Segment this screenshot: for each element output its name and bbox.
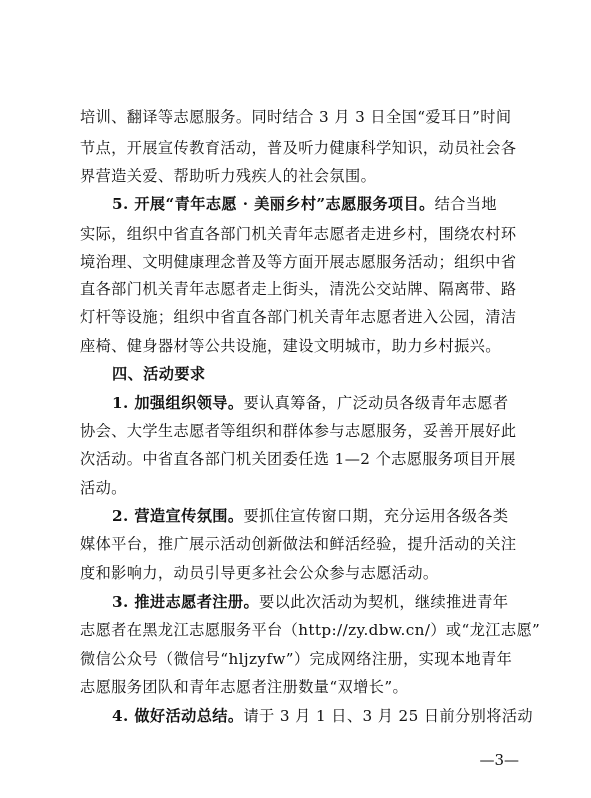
text-line: [80, 645, 583, 673]
text-span: 座椅、健身器材等公共设施，建设文明城市，助力乡村振兴。: [80, 337, 501, 355]
text-line: [112, 389, 583, 417]
text-line: [80, 248, 583, 276]
bold-text: 3. 推进志愿者注册。: [112, 593, 260, 611]
page-number: —3—: [479, 751, 519, 769]
text-span: 境治理、文明健康理念普及等方面开展志愿服务活动；组织中省: [80, 253, 517, 271]
text-line: [80, 162, 583, 190]
bold-text: 1. 加强组织领导。: [112, 394, 244, 412]
text-span: 请于 3 月 1 日、3 月 25 日前分别将活动: [243, 707, 534, 725]
bold-text: 4. 做好活动总结。: [112, 707, 244, 725]
text-span: 要抓住宣传窗口期，充分运用各级各类: [243, 507, 509, 525]
text-span: 培训、翻译等志愿服务。同时结合 3 月 3 日全国“爱耳日”时间: [80, 108, 512, 126]
text-line: [80, 275, 583, 303]
text-span: 志愿服务团队和青年志愿者注册数量“双增长”。: [80, 678, 409, 696]
text-span: 微信公众号（微信号“hljzyfw”）完成网络注册，实现本地青年: [80, 650, 513, 668]
text-line: [112, 190, 583, 218]
text-span: 节点，开展宣传教育活动，普及听力健康科学知识，动员社会各: [80, 139, 517, 157]
bold-text: 5. 开展“青年志愿 · 美丽乡村”志愿服务项目。: [112, 195, 435, 213]
text-line: [112, 702, 583, 730]
text-line: [80, 417, 583, 445]
text-span: 媒体平台，推广展示活动创新做法和鲜活经验，提升活动的关注: [80, 535, 517, 553]
text-span: 次活动。中省直各部门机关团委任选 1—2 个志愿服务项目开展: [80, 450, 516, 468]
text-span: 灯杆等设施；组织中省直各部门机关青年志愿者进入公园，清洁: [80, 308, 517, 326]
text-line: [80, 445, 583, 473]
text-line: [80, 134, 583, 162]
text-line: [80, 530, 583, 558]
text-line: [80, 220, 583, 248]
text-span: 度和影响力，动员引导更多社会公众参与志愿活动。: [80, 564, 439, 582]
text-span: 协会、大学生志愿者等组织和群体参与志愿服务，妥善开展好此: [80, 422, 517, 440]
text-span: 结合当地: [434, 195, 498, 213]
text-span: 直各部门机关青年志愿者走上街头，清洗公交站牌、隔离带、路: [80, 280, 517, 298]
text-span: 界营造关爱、帮助听力残疾人的社会氛围。: [80, 167, 377, 185]
text-line: [80, 559, 583, 587]
text-span: 实际，组织中省直各部门机关青年志愿者走进乡村，围绕农村环: [80, 225, 517, 243]
bold-text: 2. 营造宣传氛围。: [112, 507, 244, 525]
text-span: 要认真筹备，广泛动员各级青年志愿者: [243, 394, 509, 412]
text-line: [80, 673, 583, 701]
text-line: [80, 474, 583, 502]
text-span: 志愿者在黑龙江志愿服务平台（http://zy.dbw.cn/）或“龙江志愿”: [80, 621, 541, 639]
text-line: [112, 502, 583, 530]
text-span: 活动。: [80, 479, 127, 497]
text-line: [80, 332, 583, 360]
text-span: 要以此次活动为契机，继续推进青年: [259, 593, 509, 611]
text-line: [80, 303, 583, 331]
text-line: [112, 588, 583, 616]
text-line: [80, 103, 583, 131]
text-line: [112, 360, 583, 388]
text-line: [80, 616, 583, 644]
bold-text: 四、活动要求: [112, 365, 206, 383]
